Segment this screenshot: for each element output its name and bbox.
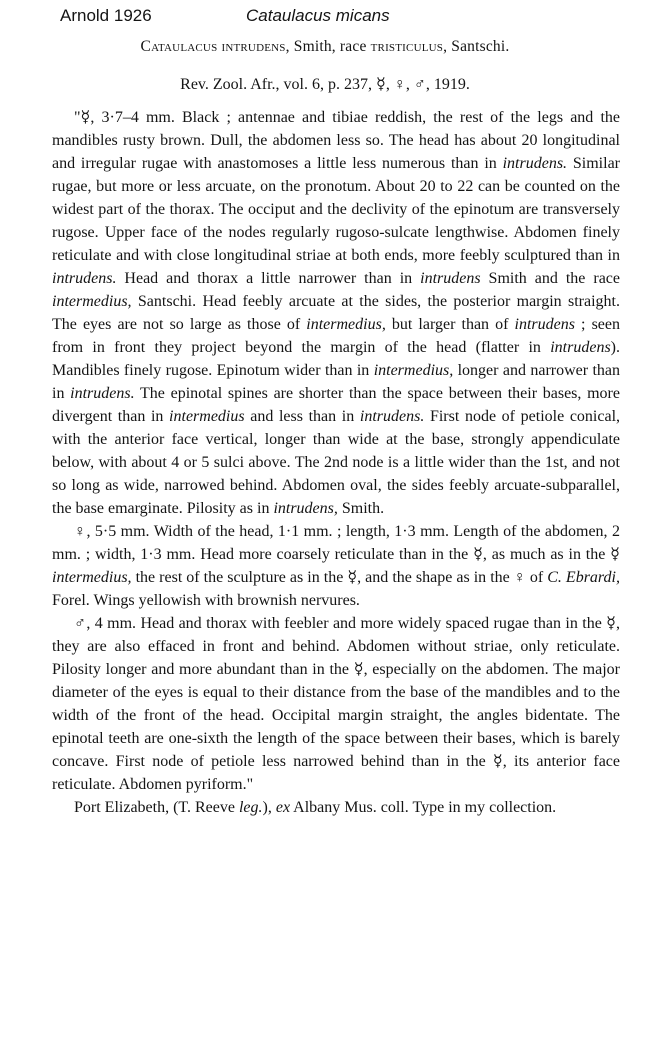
text-run: ). Mandibles finely rugose. Epinotum wider than in (52, 339, 620, 379)
text-run: Head and thorax a little narrower than in (116, 270, 421, 287)
header-source-label: Arnold 1926 (60, 6, 152, 25)
description-body (52, 106, 620, 819)
text-run: but larger than of (385, 316, 515, 333)
text-run: the rest of the sculpture as in the ☿, and the shape as in the ♀ of (131, 569, 548, 586)
italic-run: intrudens (550, 339, 611, 356)
italic-run: intrudens, (273, 500, 338, 517)
male-description (52, 612, 620, 796)
italic-run: intrudens (420, 270, 481, 287)
italic-run: intermedius, (306, 316, 386, 333)
italic-run: intermedius (169, 408, 245, 425)
text-run: Port Elizabeth, (T. Reeve (74, 799, 239, 816)
text-run: Forel. Wings yellowish with brownish nervures. (52, 592, 360, 609)
text-run: Albany Mus. coll. Type in my collection. (290, 799, 557, 816)
text-run: longer and narrower than in (52, 362, 620, 402)
locality-note (52, 796, 620, 819)
italic-run: intrudens. (359, 408, 425, 425)
text-run: ♀, 5·5 mm. Width of the head, 1·1 mm. ; length, 1·3 mm. Length of the abdomen, 2 mm. ; width, 1·3 mm. Head more coarsely reticulate than in the ☿, as much as in the ☿ (52, 523, 620, 563)
taxon-title (0, 38, 650, 56)
italic-run: intermedius, (52, 293, 132, 310)
text-run: The epinotal spines are shorter than the space between their bases, more divergent than in (52, 385, 620, 425)
taxon-race: tristiculus (370, 38, 444, 55)
text-run: Similar rugae, but more or less arcuate, on the pronotum. About 20 to 22 can be counted on the widest part of the thorax. The occiput and the declivity of the epinotum are transversely rugose. Upper face of the nodes regularly rugoso-sulcate lengthwise. Abdomen finely reticulate and with close longitudinal striae at both ends, more feebly sculptured than in (52, 155, 620, 264)
worker-description (52, 106, 620, 520)
text-run: ; seen from in front they project beyond the margin of the head (flatter in (52, 316, 621, 356)
text-run: "☿, 3·7–4 mm. Black ; antennae and tibiae reddish, the rest of the legs and the mandibles rusty brown. Dull, the abdomen less so. The head has about 20 longitudinal and irregular rugae with anastomoses a little less numerous than in (52, 109, 620, 172)
text-run: ), (262, 799, 276, 816)
italic-run: intermedius, (52, 569, 132, 586)
taxon-author: , Smith, race (285, 38, 371, 55)
text-run: Santschi. Head feebly arcuate at the sides, the posterior margin straight. The eyes are not so large as those of (52, 293, 620, 333)
text-run: and less than in (244, 408, 360, 425)
italic-run: intrudens (514, 316, 575, 333)
italic-run: leg. (238, 799, 263, 816)
taxon-name: Cataulacus intrudens (140, 38, 286, 55)
header-species-label: Cataulacus micans (246, 6, 390, 25)
taxon-race-author: , Santschi. (443, 38, 510, 55)
text-run: ♂, 4 mm. Head and thorax with feebler and more widely spaced rugae than in the ☿, they are also effaced in front and behind. Abdomen without striae, only reticulate. Pilosity longer and more abundant than in the ☿, especially on the abdomen. The major diameter of the eyes is equal to their distance from the base of the mandibles and to the width of the front of the head. Occipital margin straight, the angles bidentate. The epinotal teeth are one-sixth the length of the space between their bases, which is barely concave. First node of petiole less narrowed behind than in the ☿, its anterior face reticulate. Abdomen pyriform." (52, 615, 620, 793)
italic-run: intermedius, (373, 362, 454, 379)
text-run: Smith. (337, 500, 385, 517)
female-description (52, 520, 620, 612)
italic-run: intrudens. (502, 155, 568, 172)
italic-run: C. Ebrardi, (547, 569, 621, 586)
text-run: First node of petiole conical, with the anterior face vertical, longer than wide at the base, strongly appendiculate below, with about 4 or 5 sulci above. The 2nd node is a little wider than the 1st, and not so long as wide, narrowed behind. Abdomen oval, the sides feebly arcuate-subparallel, the base emarginate. Pilosity as in (52, 408, 621, 517)
text-run: Smith and the race (480, 270, 620, 287)
citation-reference: Rev. Zool. Afr., vol. 6, p. 237, ☿, ♀, ♂, 1919. (180, 76, 470, 93)
italic-run: intrudens. (70, 385, 135, 402)
italic-run: intrudens. (52, 270, 117, 287)
italic-run: ex (275, 799, 291, 816)
